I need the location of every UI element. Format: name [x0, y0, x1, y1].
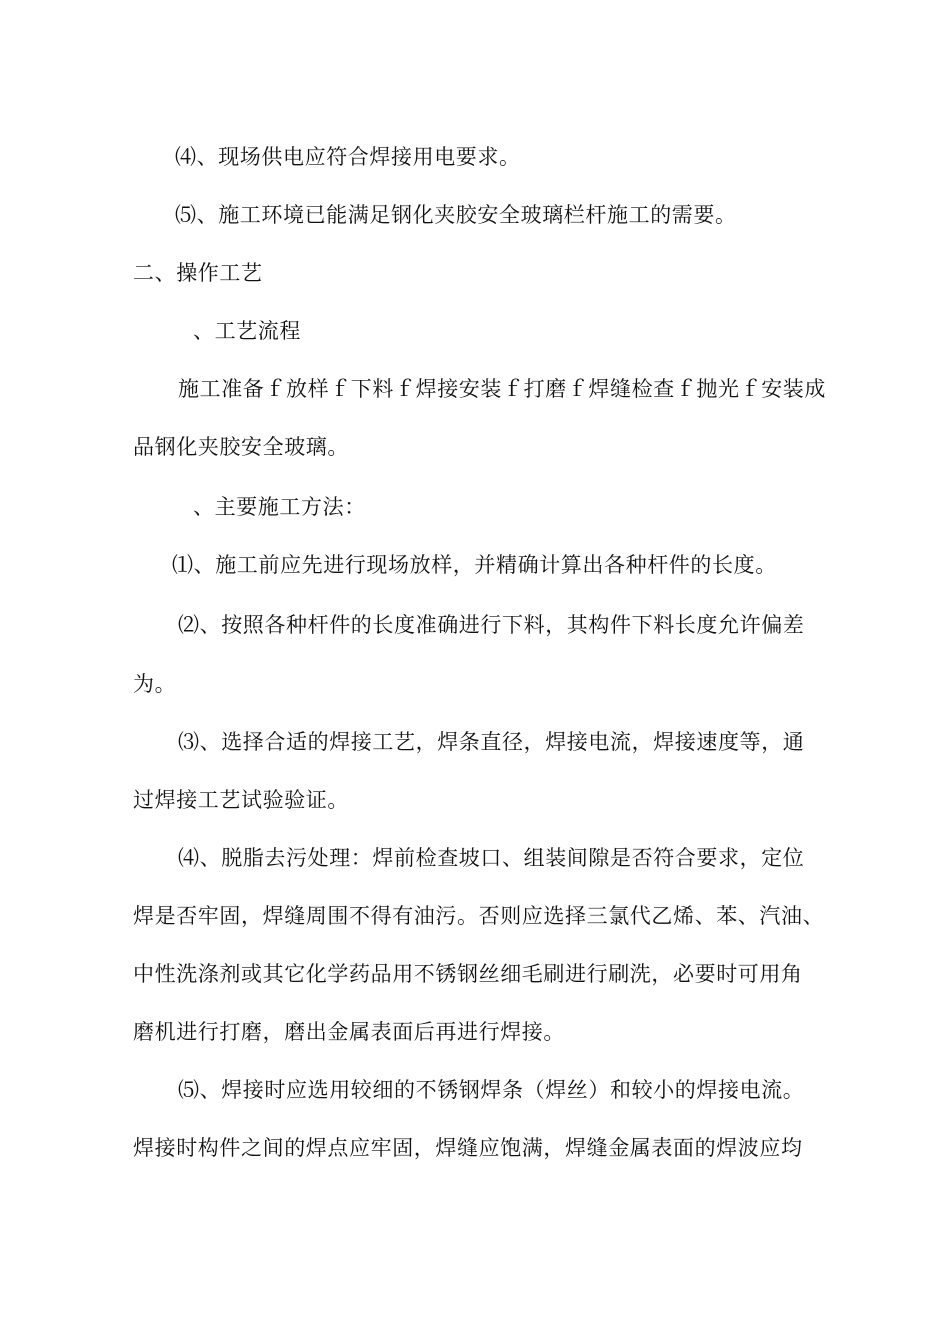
paragraph-line: ⑷、现场供电应符合焊接用电要求。 [175, 145, 521, 169]
paragraph-line: 品钢化夹胶安全玻璃。 [133, 435, 349, 459]
subsection-heading: 、工艺流程 [193, 319, 301, 343]
paragraph-line: ⑸、焊接时应选用较细的不锈钢焊条（焊丝）和较小的焊接电流。 [178, 1078, 805, 1102]
paragraph-line: 焊接时构件之间的焊点应牢固，焊缝应饱满，焊缝金属表面的焊波应均 [133, 1136, 803, 1160]
paragraph-line: ⑶、选择合适的焊接工艺，焊条直径，焊接电流，焊接速度等，通 [178, 730, 805, 754]
subsection-heading: 、主要施工方法： [193, 495, 366, 519]
paragraph-line: 施工准备ｆ放样ｆ下料ｆ焊接安装ｆ打磨ｆ焊缝检查ｆ抛光ｆ安装成 [178, 377, 826, 401]
paragraph-line: ⑸、施工环境已能满足钢化夹胶安全玻璃栏杆施工的需要。 [175, 203, 737, 227]
paragraph-line: 中性洗涤剂或其它化学药品用不锈钢丝细毛刷进行刷洗，必要时可用角 [133, 962, 803, 986]
paragraph-line: 过焊接工艺试验验证。 [133, 788, 349, 812]
paragraph-line: ⑵、按照各种杆件的长度准确进行下料，其构件下料长度允许偏差 [178, 613, 805, 637]
section-heading: 二、操作工艺 [133, 261, 263, 285]
paragraph-line: ⑷、脱脂去污处理：焊前检查坡口、组装间隙是否符合要求，定位 [178, 846, 805, 870]
paragraph-line: 焊是否牢固，焊缝周围不得有油污。否则应选择三氯代乙烯、苯、汽油、 [133, 904, 825, 928]
paragraph-line: 磨机进行打磨，磨出金属表面后再进行焊接。 [133, 1020, 565, 1044]
paragraph-line: 为。 [133, 672, 177, 696]
paragraph-line: ⑴、施工前应先进行现场放样，并精确计算出各种杆件的长度。 [172, 553, 777, 577]
